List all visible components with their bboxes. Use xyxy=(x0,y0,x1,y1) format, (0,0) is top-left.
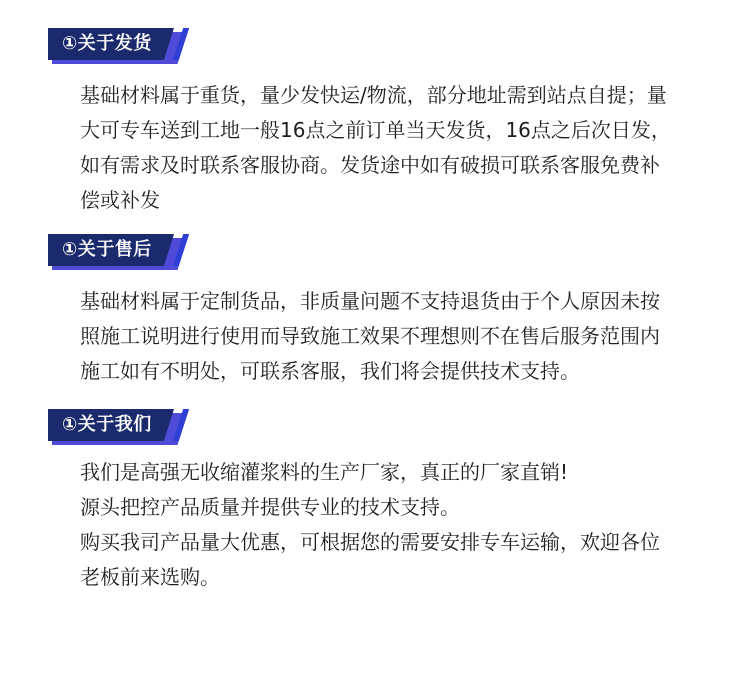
text-line: 如有需求及时联系客服协商。发货途中如有破损可联系客服免费补 xyxy=(80,153,660,177)
text-line: 照施工说明进行使用而导致施工效果不理想则不在售后服务范围内 xyxy=(80,324,660,348)
text-line: 老板前来选购。 xyxy=(80,565,220,589)
section-header-after-sales xyxy=(0,230,750,272)
text-line: 源头把控产品质量并提供专业的技术支持。 xyxy=(80,495,460,519)
text-line: 我们是高强无收缩灌浆料的生产厂家，真正的厂家直销! xyxy=(80,460,569,484)
text-line: 偿或补发 xyxy=(80,188,160,212)
section-header-shipping xyxy=(0,24,750,66)
text-line: 施工如有不明处，可联系客服，我们将会提供技术支持。 xyxy=(80,359,580,383)
section-after-sales xyxy=(0,230,750,383)
text-line: 基础材料属于重货，量少发快运/物流，部分地址需到站点自提；量 xyxy=(80,83,667,107)
text-line: 大可专车送到工地一般16点之前订单当天发货，16点之后次日发， xyxy=(80,118,671,142)
text-line: 购买我司产品量大优惠，可根据您的需要安排专车运输，欢迎各位 xyxy=(80,530,660,554)
section-about-us xyxy=(0,405,750,589)
section-body xyxy=(80,284,700,389)
section-body xyxy=(80,455,700,595)
section-title: ①关于发货 xyxy=(62,33,152,54)
section-header-about-us xyxy=(0,405,750,447)
section-title: ①关于售后 xyxy=(62,239,152,260)
text-line: 基础材料属于定制货品，非质量问题不支持退货由于个人原因未按 xyxy=(80,289,660,313)
section-title: ①关于我们 xyxy=(62,414,152,435)
section-body xyxy=(80,78,700,218)
section-shipping xyxy=(0,24,750,212)
